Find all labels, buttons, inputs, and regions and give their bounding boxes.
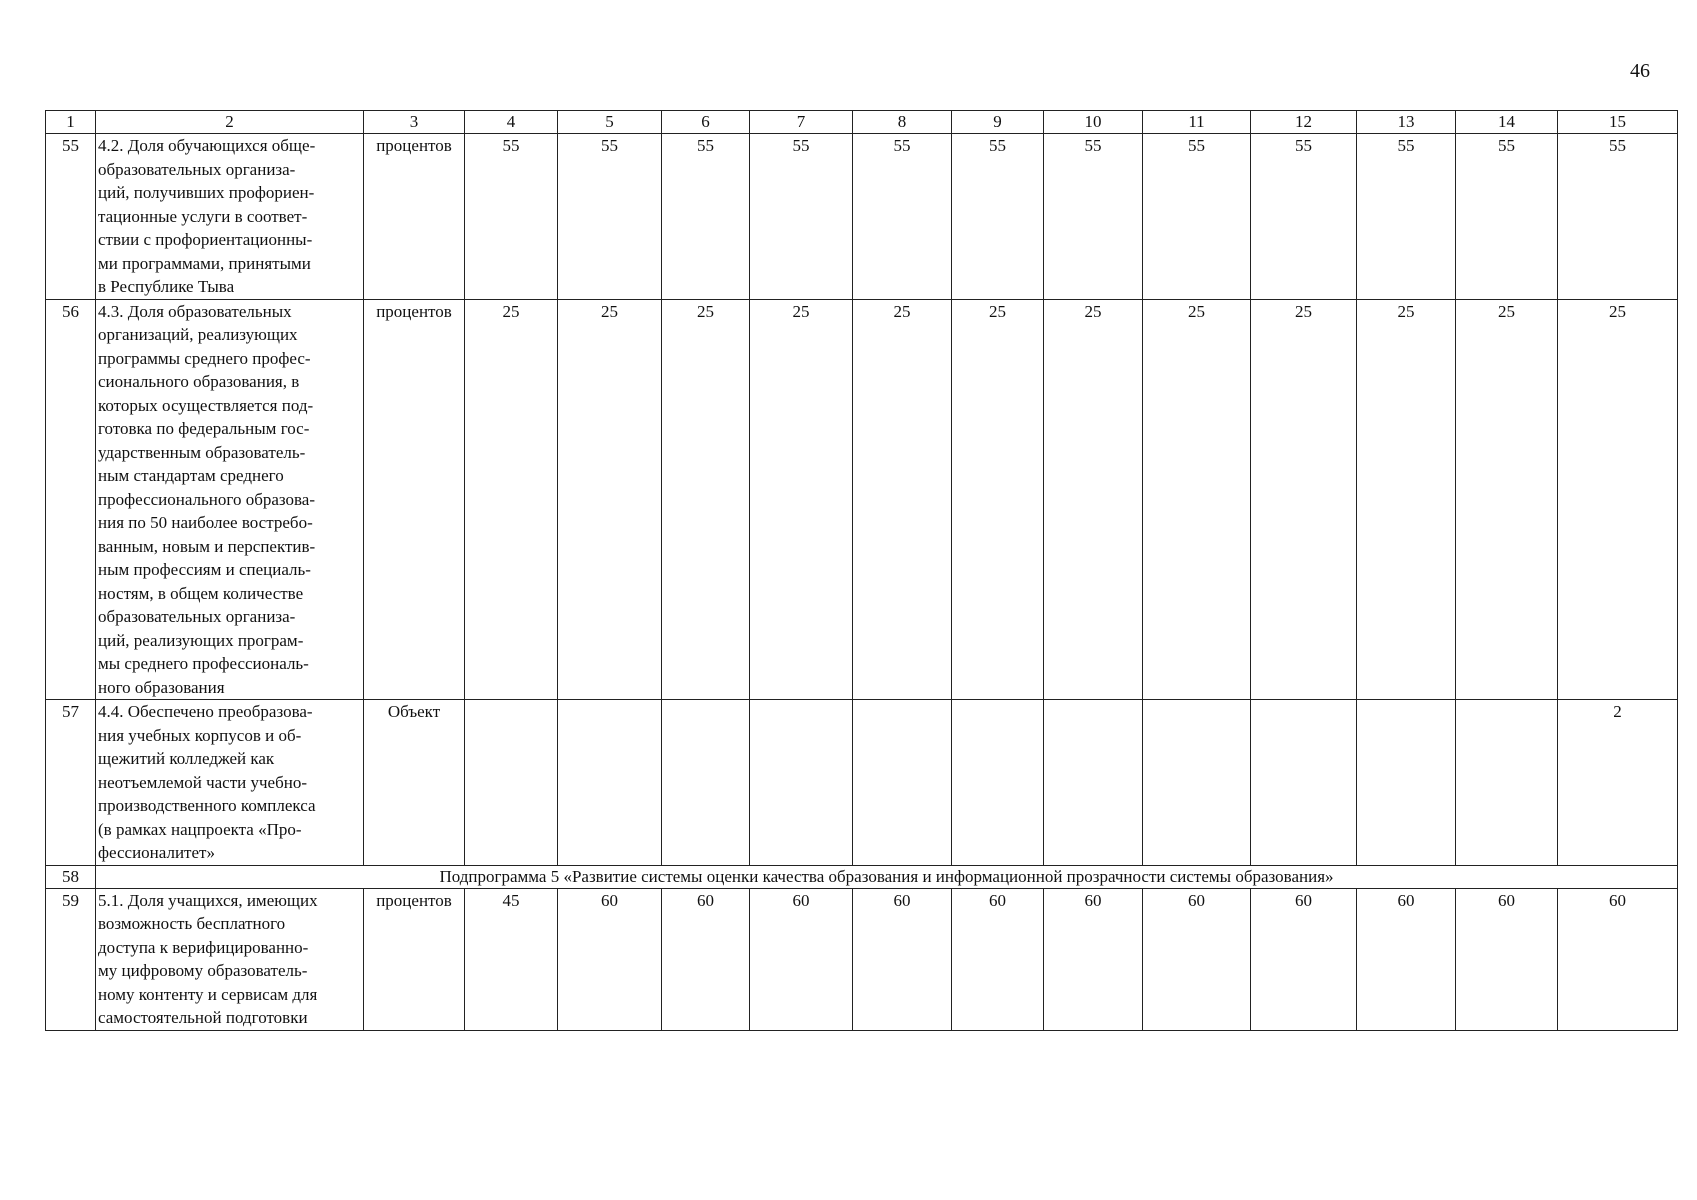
- subprogram-title: Подпрограмма 5 «Развитие системы оценки качества образования и информационной прозрачности системы образования»: [96, 865, 1678, 888]
- value-cell: 25: [750, 299, 853, 700]
- unit: процентов: [364, 299, 465, 700]
- column-number: 11: [1143, 111, 1251, 134]
- value-cell: [1044, 700, 1143, 866]
- table-row: [46, 134, 1678, 300]
- value-cell: 60: [558, 888, 662, 1030]
- value-cell: 25: [1143, 299, 1251, 700]
- unit: процентов: [364, 888, 465, 1030]
- value-cell: 45: [465, 888, 558, 1030]
- column-number: 12: [1251, 111, 1357, 134]
- indicator-name: 4.4. Обеспечено преобразова- ния учебных корпусов и об- щежитий колледжей как неотъемлемой части учебно- производственного комплекса (в рамках нацпроекта «Про- фессионалитет»: [96, 700, 364, 866]
- column-number: 3: [364, 111, 465, 134]
- table-row: [46, 888, 1678, 1030]
- value-cell: 55: [1044, 134, 1143, 300]
- page-number: 46: [1630, 60, 1650, 82]
- subprogram-row: [46, 865, 1678, 888]
- value-cell: [952, 700, 1044, 866]
- value-cell: 25: [465, 299, 558, 700]
- column-number: 13: [1357, 111, 1456, 134]
- value-cell: [1251, 700, 1357, 866]
- row-number: 59: [46, 888, 96, 1030]
- column-number: 1: [46, 111, 96, 134]
- value-cell: 55: [952, 134, 1044, 300]
- value-cell: 55: [853, 134, 952, 300]
- indicator-name: 4.3. Доля образовательных организаций, реализующих программы среднего профес- сионального образования, в которых осуществляется под- готовка по федеральным гос- ударственным образователь- ным стандартам среднего профессионального образова- ния по 50 наиболее востребо- ванным, новым и перспектив- ным профессиям и специаль- ностям, в общем количестве образовательных организа- ций, реализующих програм- мы среднего профессиональ- ного образования: [96, 299, 364, 700]
- column-number: 6: [662, 111, 750, 134]
- table-row: [46, 299, 1678, 700]
- unit: Объект: [364, 700, 465, 866]
- value-cell: 25: [1558, 299, 1678, 700]
- value-cell: 25: [558, 299, 662, 700]
- value-cell: 55: [662, 134, 750, 300]
- column-number: 14: [1456, 111, 1558, 134]
- column-number: 2: [96, 111, 364, 134]
- value-cell: 60: [853, 888, 952, 1030]
- indicators-table: [45, 110, 1678, 1031]
- column-number: 10: [1044, 111, 1143, 134]
- value-cell: 2: [1558, 700, 1678, 866]
- value-cell: [750, 700, 853, 866]
- column-number: 15: [1558, 111, 1678, 134]
- value-cell: 25: [1044, 299, 1143, 700]
- value-cell: 25: [1251, 299, 1357, 700]
- value-cell: 55: [558, 134, 662, 300]
- value-cell: 60: [1456, 888, 1558, 1030]
- indicator-name: 5.1. Доля учащихся, имеющих возможность бесплатного доступа к верифицированно- му цифровому образователь- ному контенту и сервисам для самостоятельной подготовки: [96, 888, 364, 1030]
- value-cell: [1357, 700, 1456, 866]
- value-cell: 60: [1558, 888, 1678, 1030]
- value-cell: 25: [853, 299, 952, 700]
- row-number: 55: [46, 134, 96, 300]
- value-cell: 55: [465, 134, 558, 300]
- value-cell: [558, 700, 662, 866]
- table-row: [46, 700, 1678, 866]
- column-number: 5: [558, 111, 662, 134]
- value-cell: 55: [1143, 134, 1251, 300]
- value-cell: 55: [1357, 134, 1456, 300]
- unit: процентов: [364, 134, 465, 300]
- value-cell: [662, 700, 750, 866]
- column-number: 4: [465, 111, 558, 134]
- value-cell: 25: [662, 299, 750, 700]
- value-cell: 60: [750, 888, 853, 1030]
- value-cell: 60: [952, 888, 1044, 1030]
- value-cell: 25: [952, 299, 1044, 700]
- row-number: 57: [46, 700, 96, 866]
- value-cell: 60: [1251, 888, 1357, 1030]
- value-cell: [1143, 700, 1251, 866]
- value-cell: 25: [1456, 299, 1558, 700]
- value-cell: 60: [662, 888, 750, 1030]
- value-cell: 60: [1143, 888, 1251, 1030]
- row-number: 56: [46, 299, 96, 700]
- value-cell: 55: [750, 134, 853, 300]
- indicator-name: 4.2. Доля обучающихся обще- образовательных организа- ций, получивших профориен- тационные услуги в соответ- ствии с профориентационны- ми программами, принятыми в Республике Тыва: [96, 134, 364, 300]
- column-number: 8: [853, 111, 952, 134]
- value-cell: 25: [1357, 299, 1456, 700]
- value-cell: 60: [1357, 888, 1456, 1030]
- value-cell: 55: [1456, 134, 1558, 300]
- value-cell: [465, 700, 558, 866]
- value-cell: 60: [1044, 888, 1143, 1030]
- column-number: 7: [750, 111, 853, 134]
- value-cell: 55: [1558, 134, 1678, 300]
- value-cell: [853, 700, 952, 866]
- row-number: 58: [46, 865, 96, 888]
- column-number: 9: [952, 111, 1044, 134]
- value-cell: [1456, 700, 1558, 866]
- column-number-row: [46, 111, 1678, 134]
- value-cell: 55: [1251, 134, 1357, 300]
